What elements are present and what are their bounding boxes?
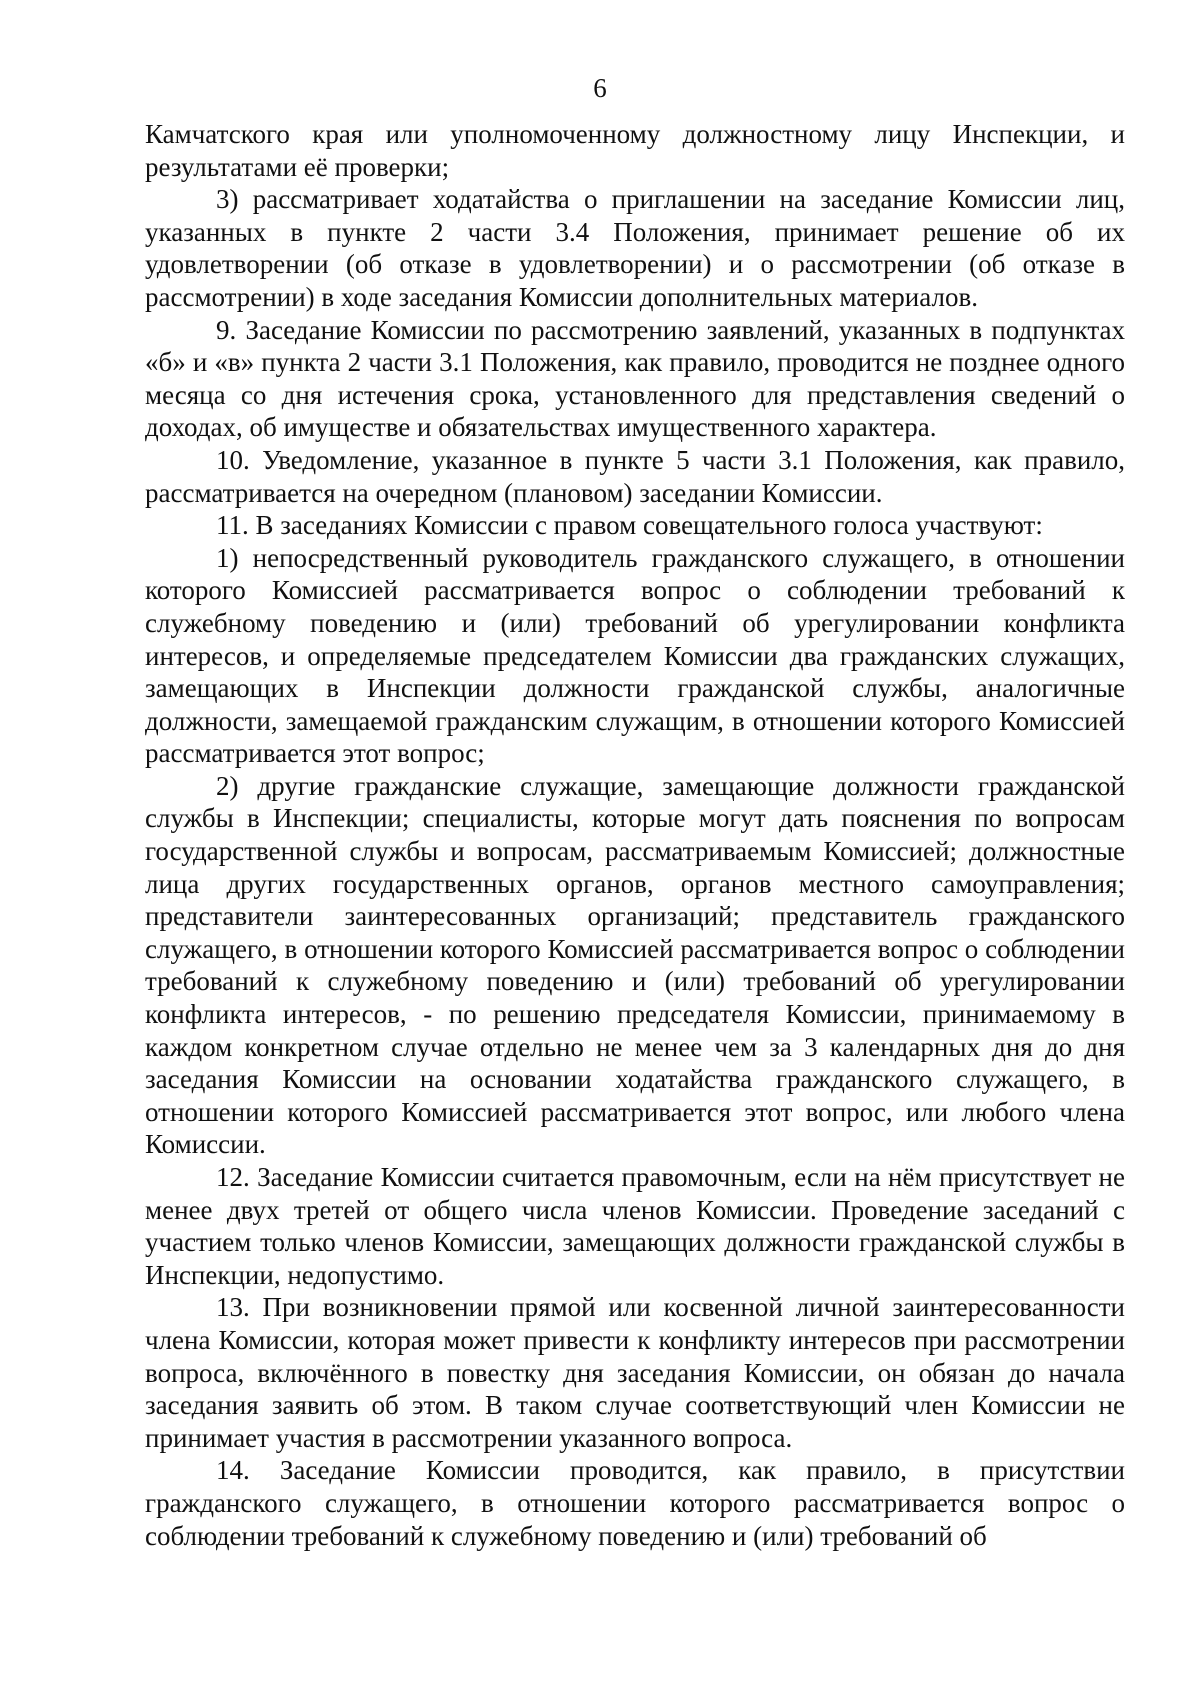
document-body — [145, 118, 1125, 1552]
paragraph-clause-11-item-2: 2) другие гражданские служащие, замещающие должности гражданской службы в Инспекции; специалисты, которые могут дать пояснения по вопросам государственной службы и вопросам, рассматриваемым Комиссией; должностные лица других государственных органов, органов местного самоуправления; представители заинтересованных организаций; представитель гражданского служащего, в отношении которого Комиссией рассматривается вопрос о соблюдении требований к служебному поведению и (или) требований об урегулировании конфликта интересов, - по решению председателя Комиссии, принимаемому в каждом конкретном случае отдельно не менее чем за 3 календарных дня до дня заседания Комиссии на основании ходатайства гражданского служащего, в отношении которого Комиссией рассматривается этот вопрос, или любого члена Комиссии. — [145, 770, 1125, 1160]
paragraph-clause-9: 9. Заседание Комиссии по рассмотрению заявлений, указанных в подпунктах «б» и «в» пункта 2 части 3.1 Положения, как правило, проводится не позднее одного месяца со дня истечения срока, установленного для представления сведений о доходах, об имуществе и обязательствах имущественного характера. — [145, 314, 1125, 443]
paragraph-clause-11: 11. В заседаниях Комиссии с правом совещательного голоса участвуют: — [216, 510, 1043, 541]
paragraph-clause-11-item-1: 1) непосредственный руководитель гражданского служащего, в отношении которого Комиссией рассматривается вопрос о соблюдении требований к служебному поведению и (или) требований об урегулировании конфликта интересов, и определяемые председателем Комиссии два гражданских служащих, замещающих в Инспекции должности гражданской службы, аналогичные должности, замещаемой гражданским служащим, в отношении которого Комиссией рассматривается этот вопрос; — [145, 542, 1125, 769]
paragraph-clause-14: 14. Заседание Комиссии проводится, как правило, в присутствии гражданского служащего, в отношении которого рассматривается вопрос о соблюдении требований к служебному поведению и (или) требований об — [145, 1455, 1125, 1551]
page-number: 6 — [593, 73, 607, 103]
paragraph-continuation: Камчатского края или уполномоченному должностному лицу Инспекции, и результатами её проверки; — [145, 119, 1125, 182]
paragraph-clause-13: 13. При возникновении прямой или косвенной личной заинтересованности члена Комиссии, которая может привести к конфликту интересов при рассмотрении вопроса, включённого в повестку дня заседания Комиссии, он обязан до начала заседания заявить об этом. В таком случае соответствующий член Комиссии не принимает участия в рассмотрении указанного вопроса. — [145, 1292, 1125, 1453]
paragraph-clause-12: 12. Заседание Комиссии считается правомочным, если на нём присутствует не менее двух третей от общего числа членов Комиссии. Проведение заседаний с участием только членов Комиссии, замещающих должности гражданской службы в Инспекции, недопустимо. — [145, 1162, 1125, 1290]
paragraph-item-3: 3) рассматривает ходатайства о приглашении на заседание Комиссии лиц, указанных в пункте 2 части 3.4 Положения, принимает решение об их удовлетворении (об отказе в удовлетворении) и о рассмотрении (об отказе в рассмотрении) в ходе заседания Комиссии дополнительных материалов. — [145, 184, 1125, 312]
paragraph-clause-10: 10. Уведомление, указанное в пункте 5 части 3.1 Положения, как правило, рассматривается на очередном (плановом) заседании Комиссии. — [145, 444, 1125, 508]
